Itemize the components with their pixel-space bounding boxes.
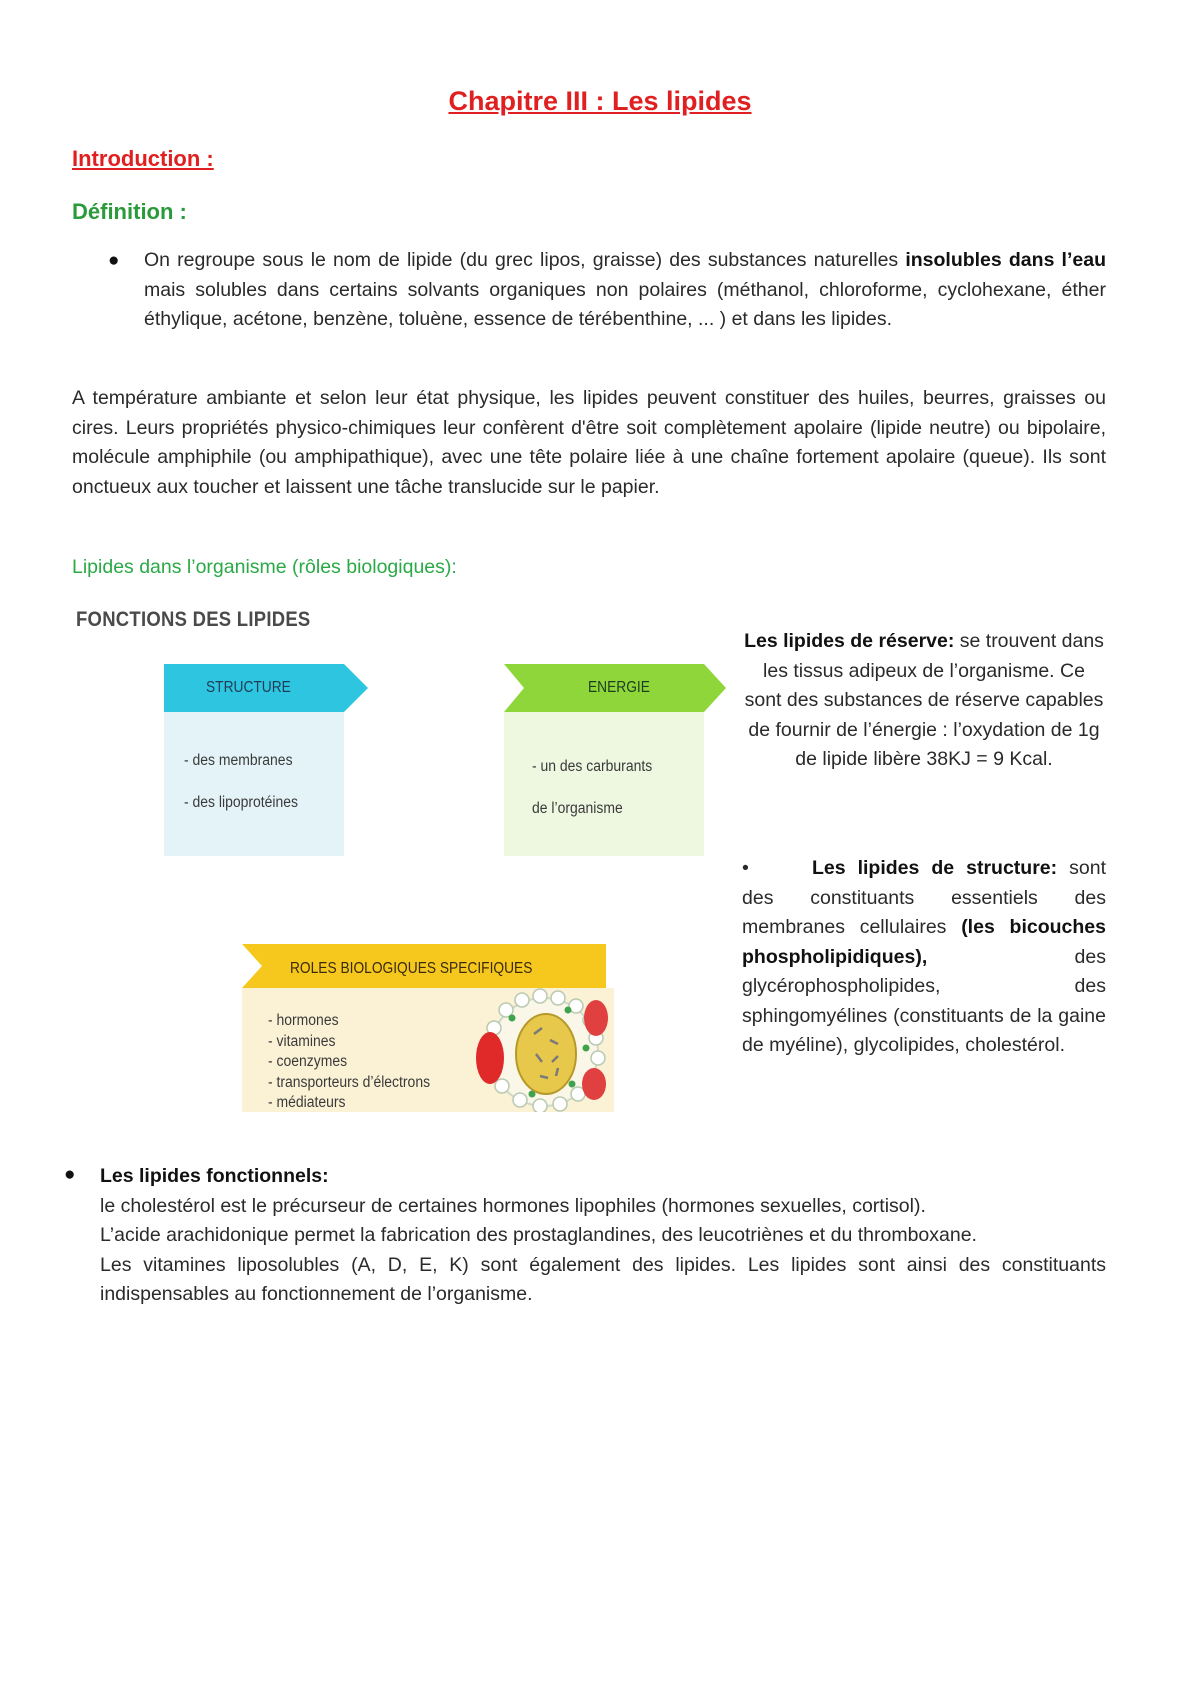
roles-items <box>268 1011 430 1114</box>
reserve-paragraph <box>742 627 1106 775</box>
definition-text-b: mais solubles dans certains solvants organiques non polaires (méthanol, chloroforme, cyclohexane, éther éthylique, acétone, benzène, toluène, essence de térébenthine, ... ) et dans les lipides. <box>144 278 1106 330</box>
structure-bold-a: Les lipides de structure: <box>812 857 1058 879</box>
energie-item: - un des carburants <box>532 758 653 775</box>
structure-item: - des membranes <box>184 752 293 769</box>
definition-paragraph <box>144 246 1106 335</box>
structure-bold-b: (les bicouches phospholipidiques), <box>742 916 1106 968</box>
structure-label: STRUCTURE <box>206 679 291 696</box>
roles-label: ROLES BIOLOGIQUES SPECIFIQUES <box>290 960 533 977</box>
functional-line3: Les vitamines liposolubles (A, D, E, K) sont également des lipides. Les lipides sont ainsi des constituants indispensables au fonctionnement de l’organisme. <box>100 1253 1106 1305</box>
structure-paragraph <box>742 854 1106 1061</box>
functional-paragraph <box>100 1162 1106 1310</box>
functional-bold: Les lipides fonctionnels: <box>100 1165 329 1187</box>
energie-items <box>532 746 652 830</box>
bullet-icon: ● <box>64 1164 76 1185</box>
structure-item: - des lipoprotéines <box>184 794 299 811</box>
energie-item: de l’organisme <box>532 800 623 817</box>
figure-title: FONCTIONS DES LIPIDES <box>76 608 311 631</box>
functional-line1: le cholestérol est le précurseur de certaines hormones lipophiles (hormones sexuelles, cortisol). <box>100 1194 926 1217</box>
structure-text-a: sont des constituants essentiels des membranes cellulaires <box>742 857 1106 938</box>
roles-heading: Lipides dans l’organisme (rôles biologiques): <box>72 556 457 578</box>
temperature-paragraph: A température ambiante et selon leur état physique, les lipides peuvent constituer des huiles, beurres, graisses ou cires. Leurs propriétés physico-chimiques leur confèrent d'être soit complètement apolaire (lipide neutre) ou bipolaire, molécule amphiphile (ou amphipathique), avec une tête polaire liée à une chaîne fortement apolaire (queue). Ils sont onctueux aux toucher et laissent une tâche translucide sur le papier. <box>72 387 1106 498</box>
lipoprotein-illustration <box>476 988 614 1112</box>
bullet-icon: • <box>742 857 749 879</box>
functional-line2: L’acide arachidonique permet la fabrication des prostaglandines, des leucotriènes et du thromboxane. <box>100 1224 977 1246</box>
reserve-text: se trouvent dans les tissus adipeux de l’organisme. Ce sont des substances de réserve capables de fournir de l’énergie : l’oxydation de 1g de lipide libère 38KJ = 9 Kcal. <box>744 630 1104 770</box>
definition-heading: Définition : <box>72 199 187 224</box>
page-title: Chapitre III : Les lipides <box>448 86 752 116</box>
reserve-bold: Les lipides de réserve: <box>744 630 955 652</box>
roles-item: - hormones <box>268 1012 339 1029</box>
structure-items <box>184 740 298 824</box>
structure-text-b: des glycérophospholipides, des sphingomyélines (constituants de la gaine de myéline), glycolipides, cholestérol. <box>742 945 1106 1056</box>
roles-item: - médiateurs <box>268 1094 346 1111</box>
roles-item: - transporteurs d’électrons <box>268 1073 431 1091</box>
definition-bold: insolubles dans l’eau <box>905 249 1106 271</box>
energie-label: ENERGIE <box>588 679 650 696</box>
introduction-heading: Introduction : <box>72 146 214 171</box>
bullet-icon: ● <box>108 250 120 271</box>
definition-text-a: On regroupe sous le nom de lipide (du grec lipos, graisse) des substances naturelles <box>144 249 906 271</box>
roles-item: - coenzymes <box>268 1053 348 1070</box>
roles-item: - vitamines <box>268 1032 336 1050</box>
